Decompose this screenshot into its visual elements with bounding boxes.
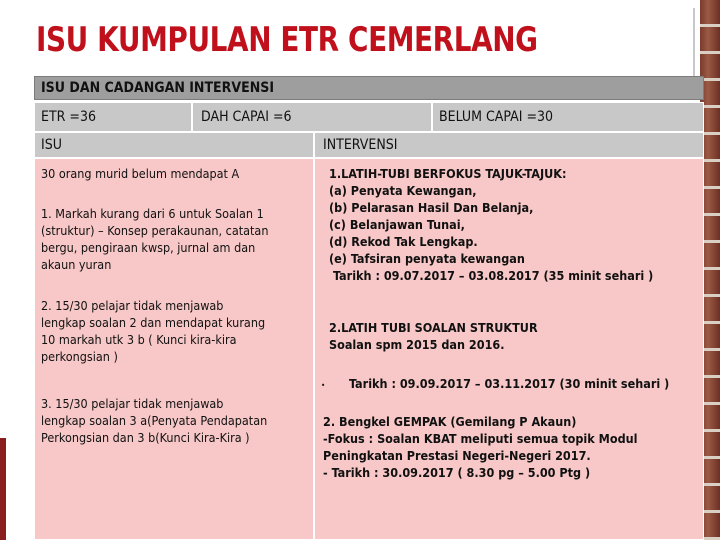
corner-accent: [0, 438, 6, 540]
intervensi-block-1: 1.LATIH-TUBI BERFOKUS TAJUK-TAJUK: (a) Penyata Kewangan, (b) Pelarasan Hasil Dan Belanja, (c) Belanjawan Tunai, (d) Rekod Tak Lengkap. (e) Tafsiran penyata kewangan: [329, 166, 567, 266]
section-header: ISU DAN CADANGAN INTERVENSI: [34, 76, 704, 100]
belum-capai-cell: [432, 102, 704, 132]
intervensi-header-cell: [314, 132, 704, 158]
isu-item-3: 3. 15/30 pelajar tidak menjawab lengkap soalan 3 a(Penyata Pendapatan Perkongsian dan 3 b(Kunci Kira-Kira ): [41, 396, 268, 445]
frame-line: [693, 8, 695, 78]
etr-cell: [34, 102, 192, 132]
isu-item-2: 2. 15/30 pelajar tidak menjawab lengkap soalan 2 dan mendapat kurang 10 markah utk 3 b ( Kunci kira-kira perkongsian ): [41, 298, 266, 364]
intervensi-block-2: 2.LATIH TUBI SOALAN STRUKTUR Soalan spm 2015 dan 2016.: [329, 320, 538, 352]
isu-item-0: 30 orang murid belum mendapat A: [41, 166, 240, 181]
slide-title: ISU KUMPULAN ETR CEMERLANG: [36, 20, 538, 60]
intervensi-block-3: 2. Bengkel GEMPAK (Gemilang P Akaun) -Fokus : Soalan KBAT meliputi semua topik Modul Peningkatan Prestasi Negeri-Negeri 2017. - Tarikh : 30.09.2017 ( 8.30 pg – 5.00 Ptg ): [323, 414, 638, 480]
intervensi-content-cell: [314, 158, 704, 540]
bullet-icon: •: [321, 381, 326, 390]
etr-label: ETR =36: [41, 109, 96, 125]
belum-capai-label: BELUM CAPAI =30: [439, 109, 554, 125]
isu-header: ISU: [41, 137, 62, 153]
isu-content-cell: [34, 158, 314, 540]
intervensi-tarikh-2: Tarikh : 09.09.2017 – 03.11.2017 (30 minit sehari ): [349, 376, 670, 391]
dah-capai-label: DAH CAPAI =6: [201, 109, 292, 125]
intervensi-tarikh-1: Tarikh : 09.07.2017 – 03.08.2017 (35 minit sehari ): [333, 268, 654, 283]
dah-capai-cell: [192, 102, 432, 132]
isu-header-cell: [34, 132, 314, 158]
isu-item-1: 1. Markah kurang dari 6 untuk Soalan 1 (struktur) – Konsep perakaunan, catatan bergu, pengiraan kwsp, jurnal am dan akaun yuran: [41, 206, 269, 272]
intervensi-header: INTERVENSI: [323, 137, 398, 153]
